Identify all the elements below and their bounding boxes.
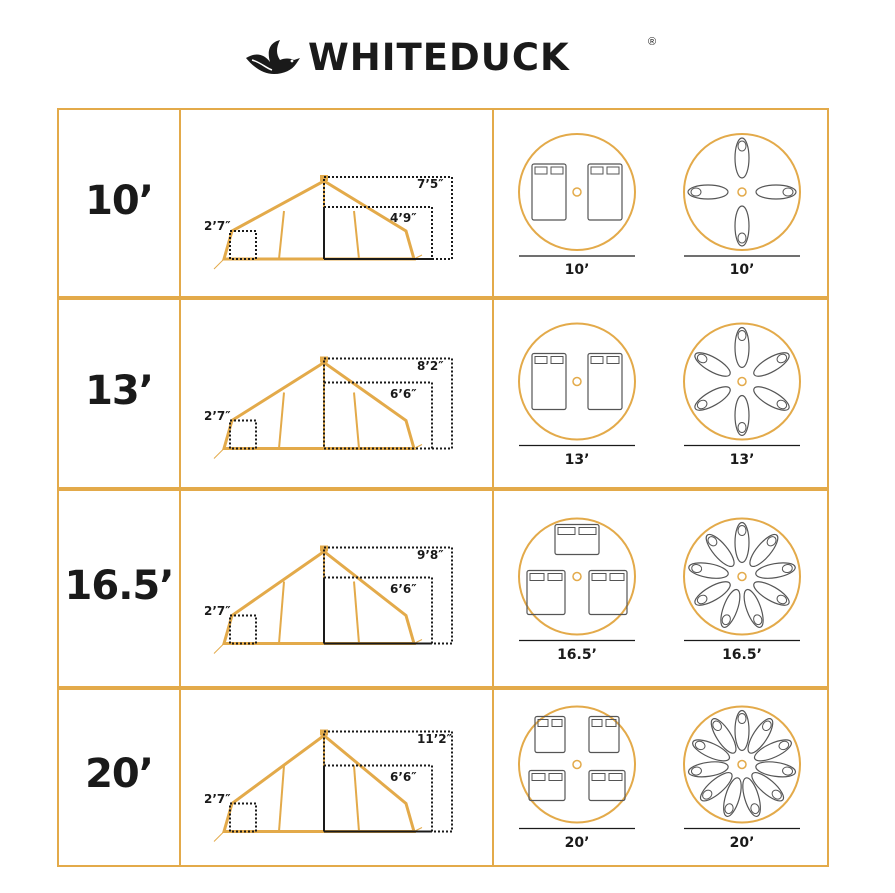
bed-layout-diagram (519, 324, 635, 446)
sleeping-bag-layout-diagram (684, 134, 800, 256)
peak-height-label: 11’2″ (417, 731, 452, 746)
bag-layout-width-label: 16.5’ (722, 646, 762, 663)
bed-layout-width-label: 16.5’ (557, 646, 597, 663)
center-height-label: 6’6″ (390, 581, 417, 596)
tent-side-view (184, 487, 484, 690)
bed-layout-diagram (519, 707, 635, 829)
peak-height-label: 9’8″ (417, 547, 444, 562)
tent-size-label: 10’ (85, 178, 153, 224)
bed-layout-diagram (519, 519, 635, 641)
tent-side-view (184, 108, 484, 300)
wall-height-label: 2’7″ (204, 603, 231, 618)
size-row (57, 487, 829, 688)
peak-height-label: 7’5″ (417, 177, 444, 191)
size-row (57, 108, 829, 298)
tent-size-label: 16.5’ (64, 562, 174, 609)
bag-layout-width-label: 20’ (729, 834, 755, 851)
wall-height-label: 2’7″ (204, 219, 231, 233)
peak-height-label: 8’2″ (417, 358, 444, 373)
center-height-label: 6’6″ (390, 769, 417, 784)
sleeping-bag-layout-diagram (684, 519, 800, 641)
wall-height-label: 2’7″ (204, 408, 231, 423)
tent-side-view (184, 686, 484, 867)
sleeping-bag-layout-diagram (684, 324, 800, 446)
bed-layout-width-label: 10’ (564, 262, 590, 278)
registered-mark: ® (648, 36, 657, 48)
bed-layout-width-label: 20’ (564, 834, 590, 851)
sleeping-bag-layout-diagram (684, 707, 800, 829)
bag-layout-width-label: 10’ (729, 262, 755, 278)
tent-side-drawing (214, 730, 452, 842)
bed-layout-diagram (519, 134, 635, 256)
bed-layout-width-label: 13’ (564, 451, 590, 468)
brand-name: WHITEDUCK (308, 36, 570, 79)
center-height-label: 6’6″ (390, 386, 417, 401)
size-row (57, 296, 829, 489)
tent-size-label: 20’ (85, 750, 153, 797)
size-row (57, 686, 829, 865)
brand-header (0, 30, 895, 90)
tent-side-drawing (214, 546, 452, 654)
bag-layout-width-label: 13’ (729, 451, 755, 468)
center-height-label: 4’9″ (390, 211, 417, 225)
tent-size-label: 13’ (85, 367, 153, 414)
duck-logo-icon (242, 38, 302, 84)
wall-height-label: 2’7″ (204, 791, 231, 806)
tent-size-table (57, 108, 829, 865)
tent-side-view (184, 296, 484, 491)
